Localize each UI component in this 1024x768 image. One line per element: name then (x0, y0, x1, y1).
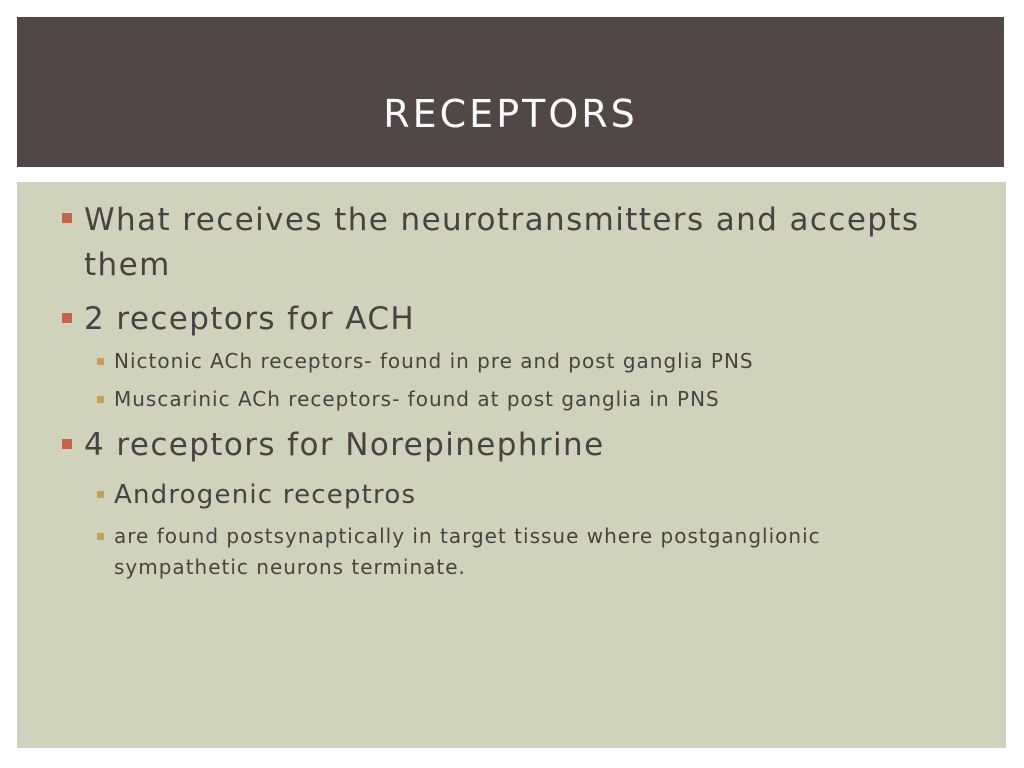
sub-bullet-marker-icon (97, 533, 104, 540)
title-bar (17, 17, 1004, 167)
bullet-marker-icon (62, 439, 72, 449)
content-area (17, 182, 1006, 748)
bullet-text-continued: them (84, 247, 171, 283)
sub-bullet-marker-icon (97, 396, 104, 403)
bullet-text: 2 receptors for ACH (84, 301, 416, 337)
sub-bullet-text-continued: sympathetic neurons terminate. (114, 555, 466, 579)
sub-bullet-text: Androgenic receptros (114, 480, 417, 510)
bullet-text: What receives the neurotransmitters and accepts (84, 202, 920, 238)
bullet-marker-icon (62, 313, 72, 323)
sub-bullet-text: are found postsynaptically in target tissue where postganglionic (114, 524, 821, 548)
slide-title: RECEPTORS (383, 92, 638, 136)
sub-bullet-marker-icon (97, 491, 104, 498)
sub-bullet-text: Nictonic ACh receptors- found in pre and post ganglia PNS (114, 349, 754, 373)
sub-bullet-marker-icon (97, 358, 104, 365)
bullet-marker-icon (62, 213, 72, 223)
sub-bullet-text: Muscarinic ACh receptors- found at post ganglia in PNS (114, 387, 720, 411)
bullet-text: 4 receptors for Norepinephrine (84, 427, 605, 463)
